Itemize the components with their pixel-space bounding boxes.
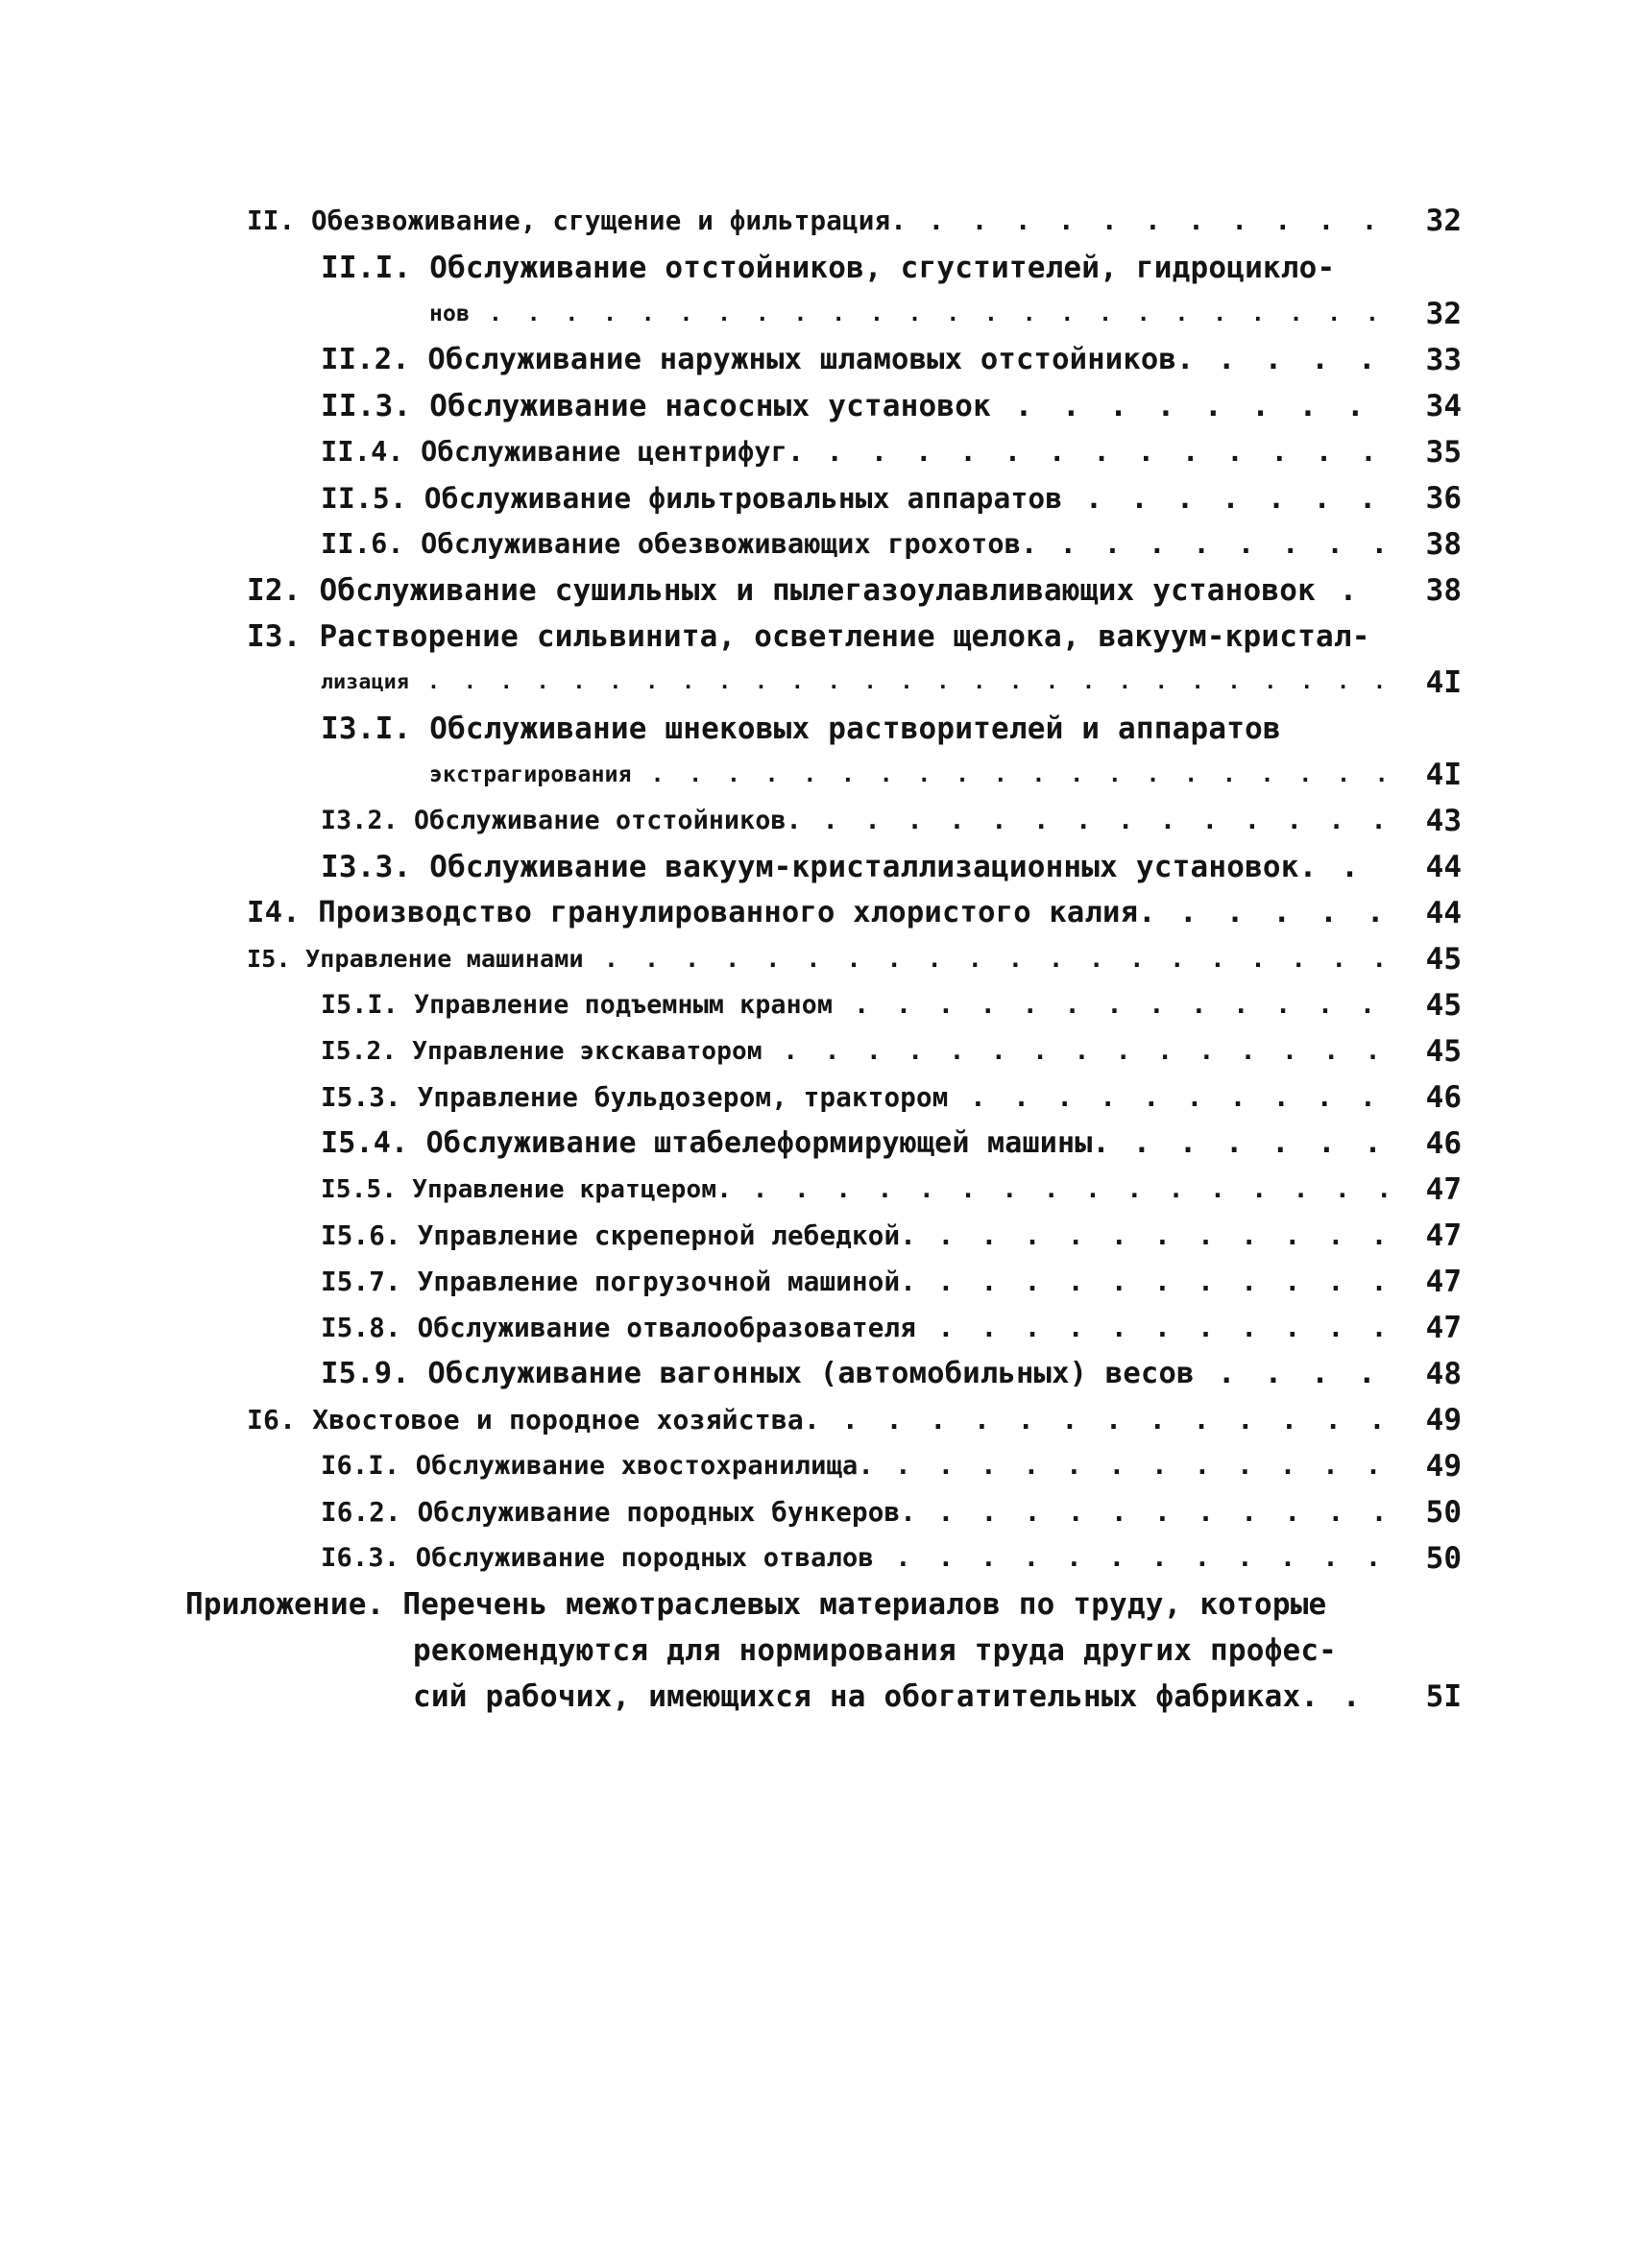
toc-entry-continuation: экстрагирования . . . . . . . . . . . . . . . . . . . . xyxy=(429,762,1394,787)
toc-page-number: 50 xyxy=(1425,1541,1462,1576)
toc-entry: I5.I. Управление подъемным краном . . . . . . . . . . . . . xyxy=(321,990,1381,1020)
toc-page-number: 45 xyxy=(1425,1034,1462,1069)
toc-appendix-continuation: сий рабочих, имеющихся на обогатительных фабриках. . xyxy=(413,1679,1367,1714)
toc-appendix: Приложение. Перечень межотраслевых материалов по труду, которые xyxy=(185,1587,1327,1622)
toc-page-number: 43 xyxy=(1425,804,1462,838)
toc-page-number: 38 xyxy=(1425,573,1462,608)
toc-entry: II.I. Обслуживание отстойников, сгустителей, гидроцикло- xyxy=(321,251,1336,285)
toc-entry: I3.2. Обслуживание отстойников. . . . . . . . . . . . . . . xyxy=(321,806,1392,835)
toc-page-number: 4I xyxy=(1425,758,1462,792)
toc-entry: I5.6. Управление скреперной лебедкой. . . . . . . . . . . . xyxy=(321,1220,1393,1251)
toc-entry: I5. Управление машинами . . . . . . . . . . . . . . . . . . . . xyxy=(247,945,1392,973)
toc-entry: I6.3. Обслуживание породных отвалов . . . . . . . . . . . . xyxy=(321,1543,1388,1573)
toc-entry: I3. Растворение сильвинита, осветление щелока, вакуум-кристал- xyxy=(247,619,1370,654)
toc-entry: I6. Хвостовое и породное хозяйства. . . . . . . . . . . . . . xyxy=(247,1404,1392,1436)
toc-entry: II.3. Обслуживание насосных установок . . . . . . . . xyxy=(321,389,1370,423)
toc-page-number: 32 xyxy=(1425,297,1462,331)
toc-page-number: 47 xyxy=(1425,1218,1462,1253)
toc-page-number: 44 xyxy=(1425,850,1462,884)
toc-page-number: 47 xyxy=(1425,1311,1462,1345)
toc-entry-continuation: нов . . . . . . . . . . . . . . . . . . . . . . . . xyxy=(429,302,1385,326)
toc-entry: I5.3. Управление бульдозером, трактором . . . . . . . . . . xyxy=(321,1082,1382,1113)
toc-entry: I6.2. Обслуживание породных бункеров. . . . . . . . . . . . xyxy=(321,1497,1393,1528)
toc-page-number: 49 xyxy=(1425,1403,1462,1437)
toc-page-number: 35 xyxy=(1425,435,1462,470)
toc-page-number: 45 xyxy=(1425,988,1462,1023)
toc-page-number: 5I xyxy=(1425,1679,1462,1714)
toc-page-number: 33 xyxy=(1425,343,1462,377)
toc-entry: I5.2. Управление экскаватором . . . . . . . . . . . . . . . xyxy=(321,1037,1387,1066)
toc-entry: II.4. Обслуживание центрифуг. . . . . . . . . . . . . . xyxy=(321,436,1383,468)
toc-entry: I5.8. Обслуживание отвалообразователя . . . . . . . . . . . xyxy=(321,1313,1393,1343)
toc-entry: I3.I. Обслуживание шнековых растворителей и аппаратов xyxy=(321,712,1281,746)
toc-entry: II.5. Обслуживание фильтровальных аппаратов . . . . . . . xyxy=(321,482,1382,515)
toc-entry: I6.I. Обслуживание хвостохранилища. . . . . . . . . . . . . xyxy=(321,1451,1388,1481)
toc-page-number: 46 xyxy=(1425,1080,1462,1115)
toc-page-number: 45 xyxy=(1425,942,1462,977)
toc-page-number: 47 xyxy=(1425,1172,1462,1207)
toc-page-number: 47 xyxy=(1425,1265,1462,1299)
toc-entry: I5.7. Управление погрузочной машиной. . . . . . . . . . . . xyxy=(321,1267,1393,1297)
toc-entry: II. Обезвоживание, сгущение и фильтрация. . . . . . . . . . . . xyxy=(247,205,1384,236)
toc-entry: I5.5. Управление кратцером. . . . . . . . . . . . . . . . . xyxy=(321,1175,1397,1204)
toc-page-number: 48 xyxy=(1425,1357,1462,1391)
toc-entry: I5.9. Обслуживание вагонных (автомобильных) весов . . . . xyxy=(321,1357,1382,1390)
toc-entry: I3.3. Обслуживание вакуум-кристаллизационных установок. . xyxy=(321,850,1365,884)
toc-entry-continuation: лизация . . . . . . . . . . . . . . . . . . . . . . . . . . . xyxy=(321,670,1392,694)
toc-entry: II.2. Обслуживание наружных шламовых отстойников. . . . . xyxy=(321,343,1382,376)
toc-page-number: 32 xyxy=(1425,204,1462,238)
toc-page-number: 50 xyxy=(1425,1495,1462,1530)
toc-page-number: 36 xyxy=(1425,481,1462,516)
toc-appendix-continuation: рекомендуются для нормирования труда других профес- xyxy=(413,1633,1338,1668)
toc-entry: I2. Обслуживание сушильных и пылегазоулавливающих установок . xyxy=(247,573,1364,608)
toc-page-number: 34 xyxy=(1425,389,1462,423)
toc-entry: II.6. Обслуживание обезвоживающих грохотов. . . . . . . . . xyxy=(321,528,1393,560)
toc-page-number: 49 xyxy=(1425,1449,1462,1484)
toc-page-number: 38 xyxy=(1425,527,1462,562)
toc-entry: I5.4. Обслуживание штабелеформирующей машины. . . . . . . xyxy=(321,1126,1388,1160)
toc-page-number: 46 xyxy=(1425,1126,1462,1161)
toc-entry: I4. Производство гранулированного хлористого калия. . . . . . xyxy=(247,896,1391,929)
toc-page-number: 4I xyxy=(1425,665,1462,700)
toc-page-number: 44 xyxy=(1425,896,1462,930)
